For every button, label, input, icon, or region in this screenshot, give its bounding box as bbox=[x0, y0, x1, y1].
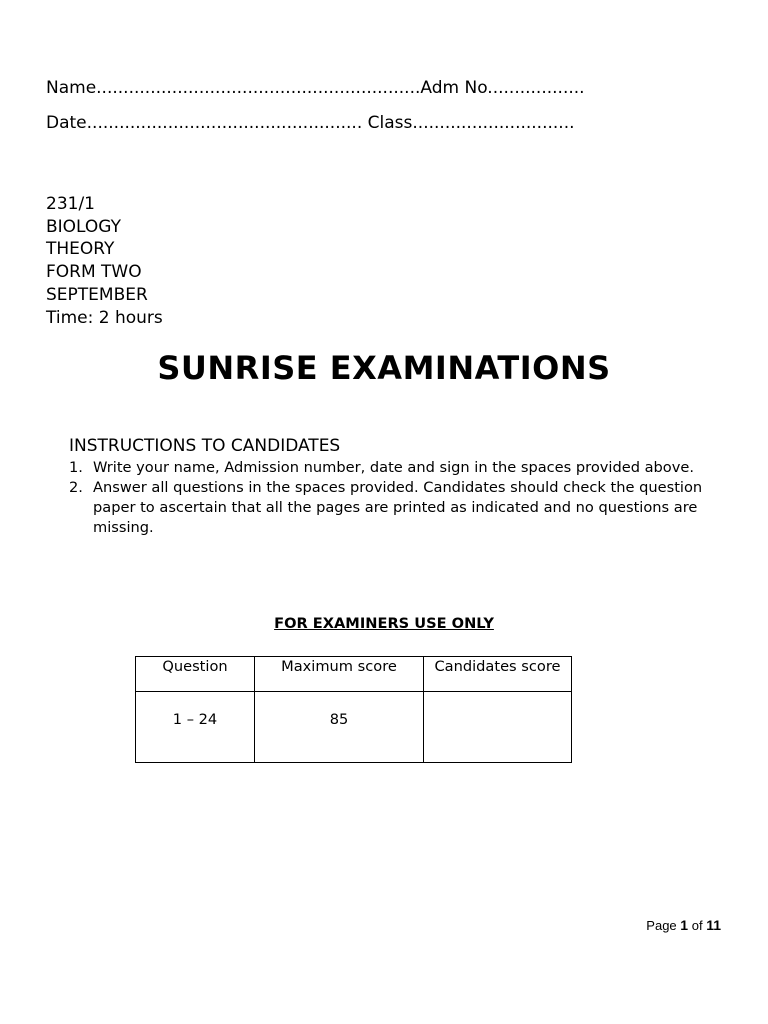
paper-info bbox=[46, 193, 163, 329]
paper-month: SEPTEMBER bbox=[46, 284, 148, 305]
instructions-list bbox=[69, 458, 709, 538]
name-line bbox=[46, 78, 585, 98]
instruction-text: Write your name, Admission number, date and sign in the spaces provided above. bbox=[93, 459, 694, 476]
of-label: of bbox=[691, 918, 703, 933]
table-header-row bbox=[136, 657, 572, 692]
paper-subject: BIOLOGY bbox=[46, 216, 122, 237]
instruction-item bbox=[69, 458, 709, 478]
paper-code: 231/1 bbox=[46, 194, 95, 214]
instruction-text: Answer all questions in the spaces provided. Candidates should check the question paper to ascertain that all the pages are printed as indicated and no questions are missing. bbox=[93, 479, 703, 536]
adm-field[interactable]: .................. bbox=[487, 78, 585, 98]
table-row bbox=[136, 692, 572, 763]
header-maximum-score: Maximum score bbox=[255, 657, 424, 692]
name-label: Name bbox=[46, 78, 97, 98]
examiners-heading: FOR EXAMINERS USE ONLY bbox=[274, 615, 494, 632]
page-label: Page bbox=[646, 918, 677, 933]
date-line bbox=[46, 113, 575, 133]
page-current: 1 bbox=[680, 917, 689, 933]
page-total: 11 bbox=[706, 917, 721, 933]
date-label: Date bbox=[46, 113, 87, 133]
class-label: Class bbox=[362, 113, 413, 133]
cell-candidates-score[interactable] bbox=[424, 692, 572, 763]
page-footer bbox=[646, 917, 721, 933]
class-field[interactable]: .............................. bbox=[412, 113, 575, 133]
instruction-item bbox=[69, 478, 709, 538]
paper-type: THEORY bbox=[46, 239, 115, 260]
instruction-number: 1. bbox=[69, 459, 83, 476]
instructions-heading: INSTRUCTIONS TO CANDIDATES bbox=[69, 436, 341, 456]
cell-maximum-score: 85 bbox=[255, 692, 424, 763]
cell-question-range: 1 – 24 bbox=[136, 692, 255, 763]
adm-label: Adm No bbox=[420, 78, 488, 98]
instruction-number: 2. bbox=[69, 479, 83, 496]
header-question: Question bbox=[136, 657, 255, 692]
name-field[interactable]: ............................................................ bbox=[96, 78, 421, 98]
paper-form: FORM TWO bbox=[46, 262, 142, 283]
paper-time: Time: 2 hours bbox=[46, 307, 163, 328]
page-title: SUNRISE EXAMINATIONS bbox=[157, 349, 611, 387]
score-table bbox=[135, 656, 572, 763]
header-candidates-score: Candidates score bbox=[424, 657, 572, 692]
date-field[interactable]: ................................................... bbox=[86, 113, 363, 133]
